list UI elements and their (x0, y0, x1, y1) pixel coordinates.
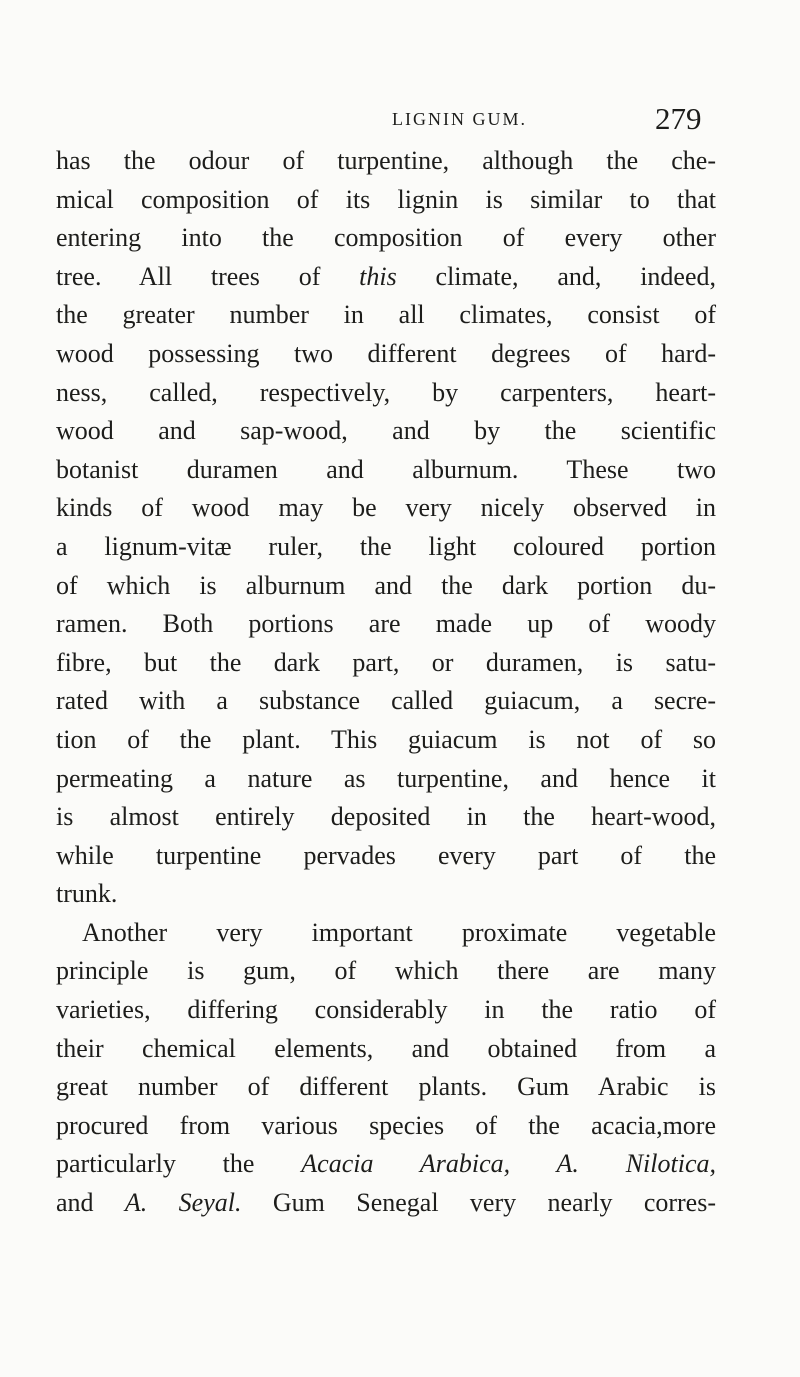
running-head (0, 101, 800, 141)
text-line: tion of the plant. This guiacum is not of so (56, 724, 716, 754)
text-line: principle is gum, of which there are many (56, 956, 716, 986)
italic-text: this (359, 261, 397, 291)
text-line: procured from various species of the acacia,more (56, 1110, 716, 1140)
text-line: their chemical elements, and obtained from a (56, 1033, 716, 1063)
text-line: entering into the composition of every other (56, 223, 716, 253)
text-line: botanist duramen and alburnum. These two (56, 454, 716, 484)
running-title: LIGNIN GUM. (392, 109, 527, 129)
text-line: has the odour of turpentine, although the che- (56, 146, 716, 175)
text-line: ness, called, respectively, by carpenters, heart- (56, 377, 716, 407)
text-line: and A. Seyal. Gum Senegal very nearly corres- (56, 1188, 716, 1218)
text-line: wood and sap-wood, and by the scientific (56, 416, 716, 446)
page-number: 279 (655, 101, 702, 136)
text-line: mical composition of its lignin is similar to that (56, 184, 716, 214)
text-line: fibre, but the dark part, or duramen, is satu- (56, 647, 716, 677)
body-text (56, 142, 716, 1223)
text-line: great number of different plants. Gum Arabic is (56, 1072, 716, 1102)
italic-text: Acacia Arabica, A. Nilotica, (301, 1149, 716, 1179)
text-line: rated with a substance called guiacum, a secre- (56, 686, 716, 716)
text-line: trunk. (56, 879, 118, 909)
italic-text: A. Seyal. (124, 1188, 242, 1218)
text-line: the greater number in all climates, consist of (56, 300, 716, 330)
text-line: tree. All trees of this climate, and, indeed, (56, 261, 716, 291)
text-line: a lignum-vitæ ruler, the light coloured portion (56, 531, 716, 561)
text-line: varieties, differing considerably in the ratio of (56, 995, 716, 1025)
text-line: particularly the Acacia Arabica, A. Nilotica, (56, 1149, 716, 1179)
text-line: Another very important proximate vegetable (82, 917, 716, 947)
text-line: permeating a nature as turpentine, and hence it (56, 763, 716, 793)
text-line: while turpentine pervades every part of the (56, 840, 716, 870)
text-line: wood possessing two different degrees of hard- (56, 338, 716, 368)
text-line: of which is alburnum and the dark portion du- (56, 570, 716, 600)
text-line: is almost entirely deposited in the heart-wood, (56, 802, 716, 832)
text-line: kinds of wood may be very nicely observed in (56, 493, 716, 523)
text-line: ramen. Both portions are made up of woody (56, 609, 716, 639)
